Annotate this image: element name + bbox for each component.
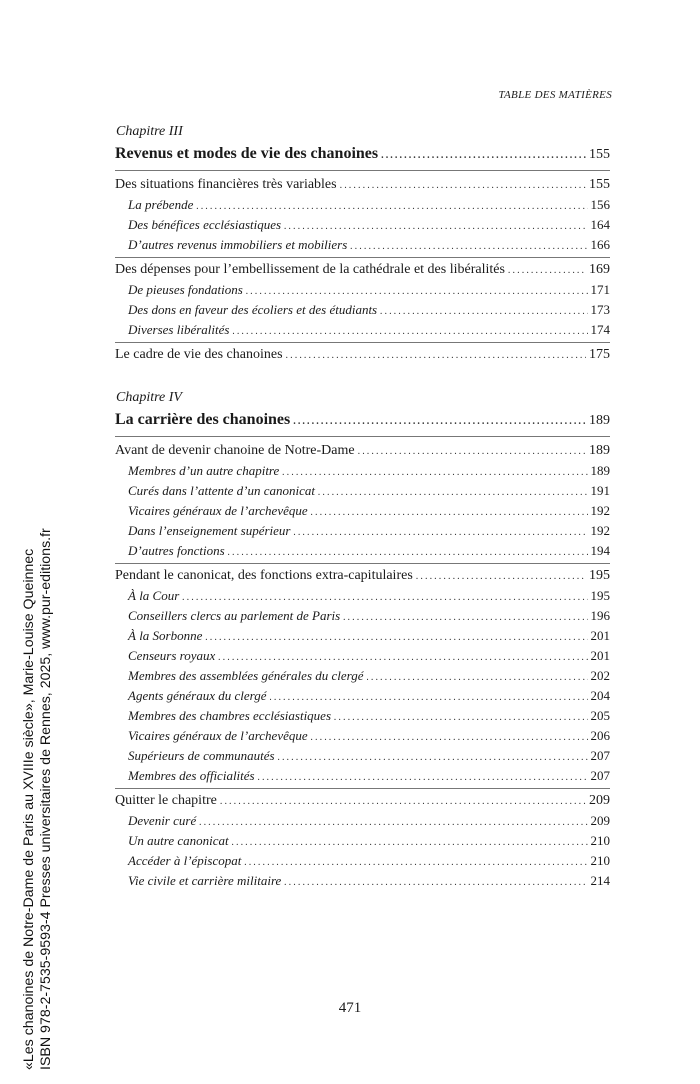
- toc-section-row[interactable]: [115, 566, 610, 586]
- page-number: 169: [589, 262, 610, 277]
- leader-dots: [343, 608, 587, 628]
- page-number: 189: [590, 463, 610, 478]
- section-title: Pendant le canonicat, des fonctions extra-capitulaires: [115, 568, 413, 583]
- page-number: 209: [590, 813, 610, 828]
- page-number: 189: [589, 443, 610, 458]
- toc-section-row[interactable]: [115, 345, 610, 365]
- subsection-title: Vicaires généraux de l’archevêque: [128, 728, 308, 743]
- leader-dots: [220, 792, 586, 812]
- subsection-title: Des dons en faveur des écoliers et des étudiants: [128, 302, 378, 317]
- toc-subsection-row[interactable]: [115, 320, 610, 340]
- toc-subsection-row[interactable]: [115, 746, 610, 766]
- leader-dots: [284, 217, 587, 237]
- page-number: 204: [590, 688, 610, 703]
- toc-subsection-row[interactable]: [115, 766, 610, 786]
- page-number: 155: [589, 177, 610, 192]
- chapter-title: La carrière des chanoines: [115, 411, 291, 428]
- subsection-title: Agents généraux du clergé: [128, 688, 267, 703]
- subsection-title: Dans l’enseignement supérieur: [128, 523, 291, 538]
- leader-dots: [228, 543, 588, 563]
- subsection-title: À la Sorbonne: [128, 628, 203, 643]
- page-number: 210: [590, 833, 610, 848]
- subsection-title: Curés dans l’attente d’un canonicat: [128, 483, 316, 498]
- leader-dots: [381, 144, 586, 168]
- subsection-title: Censeurs royaux: [128, 648, 216, 663]
- leader-dots: [311, 728, 588, 748]
- toc-section-row[interactable]: [115, 175, 610, 195]
- page-number: 210: [590, 853, 610, 868]
- subsection-title: Un autre canonicat: [128, 833, 229, 848]
- toc-section-row[interactable]: [115, 441, 610, 461]
- toc-chapter-4: [115, 388, 610, 891]
- leader-dots: [293, 523, 587, 543]
- page-number: 195: [590, 588, 610, 603]
- page-number: 194: [590, 543, 610, 558]
- subsection-title: Conseillers clercs au parlement de Paris: [128, 608, 341, 623]
- page-number: 173: [590, 302, 610, 317]
- chapter-label: Chapitre III: [116, 124, 183, 139]
- subsection-title: De pieuses fondations: [128, 282, 243, 297]
- leader-dots: [508, 261, 586, 281]
- page-number: 195: [589, 568, 610, 583]
- toc-subsection-row[interactable]: [115, 811, 610, 831]
- toc-subsection-row[interactable]: [115, 726, 610, 746]
- subsection-title: Membres des officialités: [128, 768, 255, 783]
- toc-subsection-row[interactable]: [115, 215, 610, 235]
- toc-subsection-row[interactable]: [115, 646, 610, 666]
- leader-dots: [278, 748, 588, 768]
- page-number: 155: [589, 147, 610, 162]
- leader-dots: [340, 176, 586, 196]
- section-title: Des dépenses pour l’embellissement de la cathédrale et des libéralités: [115, 262, 505, 277]
- leader-dots: [196, 197, 587, 217]
- side-note-line-1: «Les chanoines de Notre-Dame de Paris au XVIIIe siècle», Marie-Louise Queinnec: [21, 548, 37, 1070]
- page-number: 171: [590, 282, 610, 297]
- leader-dots: [205, 628, 587, 648]
- subsection-title: Membres des assemblées générales du clergé: [128, 668, 364, 683]
- page-number: 201: [590, 628, 610, 643]
- section-rule: [115, 788, 610, 789]
- section-title: Quitter le chapitre: [115, 793, 217, 808]
- subsection-title: Membres des chambres ecclésiastiques: [128, 708, 332, 723]
- leader-dots: [258, 768, 588, 788]
- leader-dots: [244, 853, 587, 873]
- toc-subsection-row[interactable]: [115, 586, 610, 606]
- page-number: 166: [590, 237, 610, 252]
- subsection-title: Accéder à l’épiscopat: [128, 853, 242, 868]
- page-number: 175: [589, 347, 610, 362]
- subsection-title: D’autres fonctions: [128, 543, 225, 558]
- toc-subsection-row[interactable]: [115, 501, 610, 521]
- leader-dots: [334, 708, 587, 728]
- leader-dots: [380, 302, 587, 322]
- leader-dots: [232, 833, 588, 853]
- leader-dots: [286, 346, 586, 366]
- leader-dots: [199, 813, 587, 833]
- leader-dots: [350, 237, 587, 257]
- subsection-title: À la Cour: [128, 588, 180, 603]
- leader-dots: [293, 410, 586, 434]
- subsection-title: Des bénéfices ecclésiastiques: [128, 217, 282, 232]
- leader-dots: [282, 463, 587, 483]
- subsection-title: Vicaires généraux de l’archevêque: [128, 503, 308, 518]
- chapter-title-row[interactable]: [115, 142, 610, 166]
- page-number: 189: [589, 413, 610, 428]
- toc-chapter-3: [115, 122, 610, 365]
- chapter-label: Chapitre IV: [116, 390, 182, 405]
- toc-subsection-row[interactable]: [115, 831, 610, 851]
- leader-dots: [358, 442, 586, 462]
- page-number: 192: [590, 503, 610, 518]
- toc-section-row[interactable]: [115, 260, 610, 280]
- toc-subsection-row[interactable]: [115, 626, 610, 646]
- page-number: 207: [590, 748, 610, 763]
- subsection-title: Vie civile et carrière militaire: [128, 873, 282, 888]
- leader-dots: [218, 648, 587, 668]
- subsection-title: Diverses libéralités: [128, 322, 230, 337]
- page-number: 156: [590, 197, 610, 212]
- leader-dots: [367, 668, 588, 688]
- side-note-line-2: ISBN 978-2-7535-9593-4 Presses universitaires de Rennes, 2025, www.pur-editions.fr: [38, 528, 54, 1070]
- chapter-title: Revenus et modes de vie des chanoines: [115, 145, 379, 162]
- side-copyright-note: [21, 528, 55, 1070]
- toc-subsection-row[interactable]: [115, 521, 610, 541]
- toc-subsection-row[interactable]: [115, 461, 610, 481]
- toc-subsection-row[interactable]: [115, 871, 610, 891]
- subsection-title: Supérieurs de communautés: [128, 748, 275, 763]
- page-number: 192: [590, 523, 610, 538]
- page-number: 214: [590, 873, 610, 888]
- leader-dots: [311, 503, 588, 523]
- toc-subsection-row[interactable]: [115, 280, 610, 300]
- toc-subsection-row[interactable]: [115, 706, 610, 726]
- leader-dots: [416, 567, 586, 587]
- page-number: 201: [590, 648, 610, 663]
- leader-dots: [232, 322, 587, 342]
- page-number: 191: [590, 483, 610, 498]
- leader-dots: [182, 588, 587, 608]
- chapter-title-row[interactable]: [115, 408, 610, 432]
- subsection-title: Membres d’un autre chapitre: [128, 463, 280, 478]
- page-number: 207: [590, 768, 610, 783]
- toc-subsection-row[interactable]: [115, 481, 610, 501]
- running-head: TABLE DES MATIÈRES: [498, 89, 612, 101]
- section-title: Des situations financières très variables: [115, 177, 337, 192]
- leader-dots: [270, 688, 588, 708]
- section-title: Le cadre de vie des chanoines: [115, 347, 283, 362]
- toc-subsection-row[interactable]: [115, 851, 610, 871]
- section-rule: [115, 257, 610, 258]
- subsection-title: La prébende: [128, 197, 194, 212]
- toc-subsection-row[interactable]: [115, 686, 610, 706]
- page-number: 202: [590, 668, 610, 683]
- section-rule: [115, 342, 610, 343]
- page-number: 209: [589, 793, 610, 808]
- section-title: Avant de devenir chanoine de Notre-Dame: [115, 443, 355, 458]
- subsection-title: Devenir curé: [128, 813, 197, 828]
- toc-section-row[interactable]: [115, 791, 610, 811]
- page-number-footer: 471: [338, 1000, 362, 1016]
- page-number: 164: [590, 217, 610, 232]
- chapter-rule: [115, 170, 610, 171]
- page-number: 206: [590, 728, 610, 743]
- page-number: 174: [590, 322, 610, 337]
- toc-subsection-row[interactable]: [115, 300, 610, 320]
- leader-dots: [318, 483, 587, 503]
- page-number: 205: [590, 708, 610, 723]
- toc-subsection-row[interactable]: [115, 666, 610, 686]
- subsection-title: D’autres revenus immobiliers et mobiliers: [128, 237, 348, 252]
- leader-dots: [284, 873, 587, 893]
- chapter-rule: [115, 436, 610, 437]
- toc-subsection-row[interactable]: [115, 606, 610, 626]
- section-rule: [115, 563, 610, 564]
- toc-subsection-row[interactable]: [115, 235, 610, 255]
- page-number: 196: [590, 608, 610, 623]
- toc-subsection-row[interactable]: [115, 541, 610, 561]
- toc-subsection-row[interactable]: [115, 195, 610, 215]
- leader-dots: [246, 282, 588, 302]
